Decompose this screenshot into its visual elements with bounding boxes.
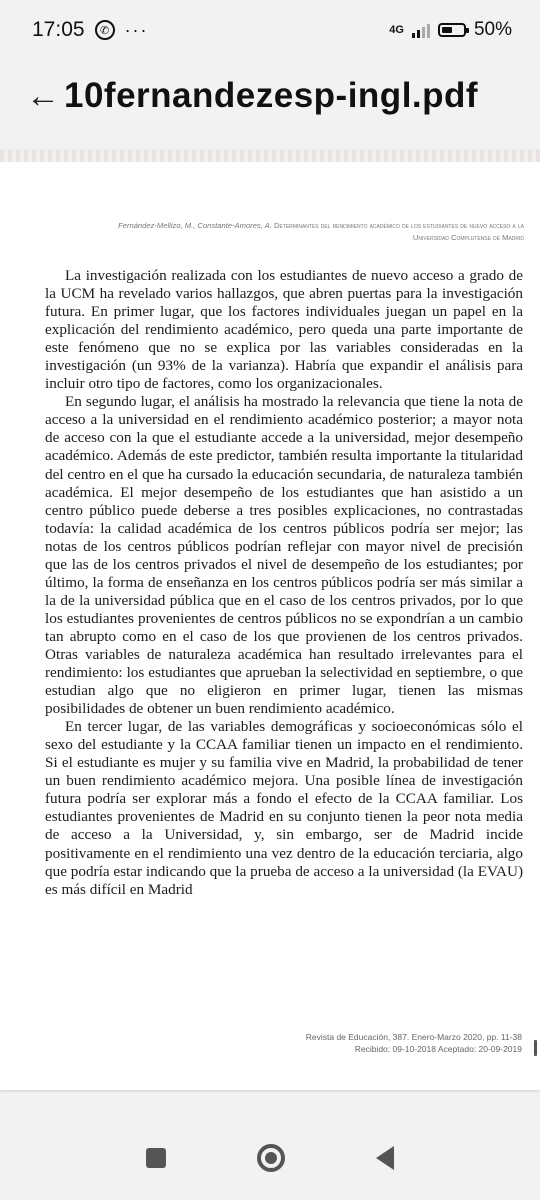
app-title-bar bbox=[0, 60, 540, 132]
system-nav-bar bbox=[0, 1115, 540, 1200]
back-arrow-icon[interactable]: ← bbox=[26, 77, 60, 115]
scrollbar-handle[interactable] bbox=[534, 1040, 537, 1056]
paragraph: La investigación realizada con los estudiantes de nuevo acceso a grado de la UCM ha revelado varios hallazgos, que abren puertas para la investigación futura. En primer lugar, que los factores individuales juegan un papel en la explicación del rendimiento académico, pero queda una parte importante de este fenómeno que no se explica por las variables consideradas en la investigación (un 93% de la varianza). Habría que expandir el análisis para incluir otro tipo de factores, como los organizacionales. bbox=[45, 267, 523, 393]
document-title: 10fernandezesp-ingl.pdf bbox=[64, 76, 479, 115]
recent-apps-icon[interactable] bbox=[146, 1148, 166, 1168]
more-notifications-icon: ··· bbox=[124, 19, 149, 40]
journal-citation: Revista de Educación, 387. Enero-Marzo 2020, pp. 11-38 bbox=[305, 1032, 522, 1042]
header-authors: Fernández-Mellizo, M., Constante-Amores, A. bbox=[118, 221, 272, 230]
header-title-line2: Universidad Complutense de Madrid bbox=[412, 233, 524, 242]
paragraph: En tercer lugar, de las variables demográficas y socioeconómicas sólo el sexo del estudiante y la CCAA familiar tienen un impacto en el rendimiento. Si el estudiante es mujer y su familia vive en Madrid, la probabilidad de tener un buen rendimiento académico mejora. Una posible línea de investigación futura podría ser explorar más a fondo el efecto de la CCAA familiar. Los estudiantes provenientes de Madrid en su conjunto tienen la peor nota media de acceso a la Universidad, y, sin embargo, ser de Madrid incide positivamente en el rendimiento una vez dentro de la educación terciaria, algo que podría estar indicando que la prueba de acceso a la universidad (la EVAU) es más difícil en Madrid bbox=[45, 718, 523, 898]
running-header bbox=[84, 220, 524, 244]
battery-percent: 50% bbox=[473, 19, 512, 40]
home-icon[interactable] bbox=[257, 1144, 285, 1172]
status-time: 17:05 bbox=[32, 18, 85, 41]
paragraph: En segundo lugar, el análisis ha mostrado la relevancia que tiene la nota de acceso a la universidad en el rendimiento académico posterior; a mayor nota de acceso con la que el estudiante accede a la universidad, mejor desempeño académico. Además de este predictor, también resulta importante la titularidad del centro en el que ha cursado la educación secundaria, de naturaleza también académica. El mejor desempeño de los estudiantes que han asistido a un centro público puede deberse a tres posibles explicaciones, no contrastadas todavía: la calidad académica de los centros públicos podría ser mejor; las notas de los centros públicos podrían reflejar con mayor nivel de precisión que las de los centros privados el nivel de desempeño de los estudiantes; por último, la forma de enseñanza en los centros públicos podría ser más similar a la de la universidad pública que en el caso de los centros privados, por lo que los estudiantes provenientes de centros públicos no se expondrían a un cambio tan abrupto como en el caso de los que provienen de los centros privados. Otras variables de naturaleza académica han resultado irrelevantes para el rendimiento: los estudiantes que aprueban la selectividad en septiembre, o que estudian algo que no eligieron en primer lugar, tienen las mismas posibilidades de obtener un buen rendimiento académico. bbox=[45, 393, 523, 718]
whatsapp-icon: ✆ bbox=[95, 20, 115, 40]
page-footer bbox=[306, 1031, 522, 1055]
header-title-line1: Determinantes del rendimiento académico de los estudiantes de nuevo acceso a la bbox=[273, 221, 524, 230]
body-text bbox=[45, 267, 523, 899]
network-type: 4G bbox=[389, 24, 404, 36]
status-bar bbox=[0, 0, 540, 60]
received-accepted-dates: Recibido: 09-10-2018 Aceptado: 20-09-2019 bbox=[354, 1044, 522, 1054]
pdf-page[interactable] bbox=[0, 150, 540, 1090]
battery-icon bbox=[438, 23, 466, 37]
signal-icon bbox=[412, 22, 430, 38]
back-icon[interactable] bbox=[376, 1146, 394, 1170]
